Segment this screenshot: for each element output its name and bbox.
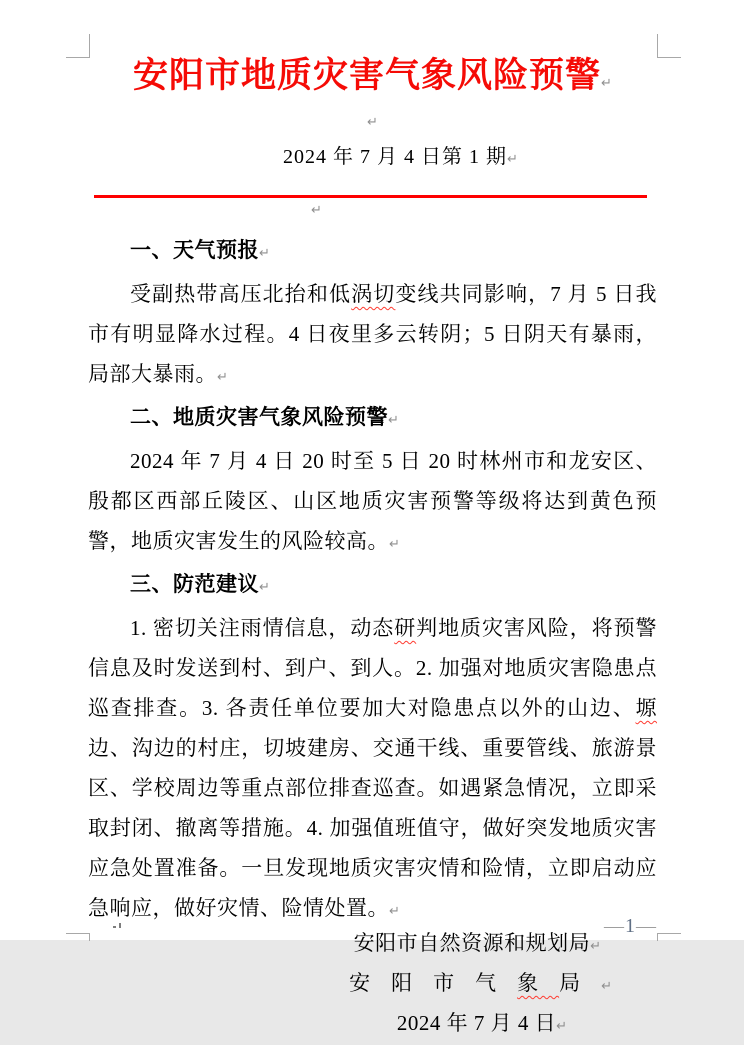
signature-org-meteorological-bureau [88, 965, 657, 1005]
issue-text: 2024 年 7 月 4 日第 1 期 [283, 146, 508, 168]
signature-date [88, 1005, 657, 1045]
section-heading-weather [88, 231, 657, 274]
paragraph-text: 边、沟边的村庄，切坡建房、交通干线、重要管线、旅游景区、学校周边等重点部位排查巡查。如遇紧急情况，立即采取封闭、撤离等措施。4. 加强值班值守，做好突发地质灾害应急处置准备。一旦发现地质灾害灾情和险情，立即启动应急响应，做好灾情、险情处置。 [88, 736, 657, 920]
page-number-dash: — [604, 915, 624, 937]
margin-crop-mark-top-left [66, 34, 90, 58]
document-title-line [88, 52, 657, 108]
heading-text: 二、地质灾害气象风险预警 [130, 406, 388, 429]
paragraph-text: 1. 密切关注雨情信息，动态 [130, 616, 395, 640]
paragraph-text: 判地质灾害风险，将预警信息及时发送到村、到户、到人。2. 加强对地质灾害隐患点巡查排查。3. 各责任单位要加大对隐患点以外的山边、 [88, 616, 658, 720]
section-heading-recommendations [88, 565, 657, 608]
document-body [88, 231, 657, 932]
document-content [88, 52, 657, 1045]
spellcheck-flagged-word: 象 [517, 971, 560, 995]
spellcheck-flagged-word: 研 [394, 616, 417, 640]
issue-line [88, 136, 657, 181]
signature-text: 安阳市自然资源和规划局 [353, 931, 591, 955]
heading-text: 一、天气预报 [130, 239, 259, 262]
paragraph-mark-icon: ↵ [217, 370, 228, 385]
empty-paragraph [88, 198, 657, 223]
page-number [604, 915, 656, 938]
paragraph-recommendations [88, 608, 657, 932]
paragraph-mark-icon: ↵ [556, 1019, 567, 1034]
signature-date-text: 2024 年 7 月 4 日 [396, 1011, 557, 1035]
paragraph-text: 2024 年 7 月 4 日 20 时至 5 日 20 时林州市和龙安区、殷都区西部丘陵区、山区地质灾害预警等级将达到黄色预警，地质灾害发生的风险较高。 [88, 449, 657, 553]
paragraph-mark-icon: ↵ [259, 580, 270, 595]
heading-text: 三、防范建议 [130, 573, 259, 596]
signature-text [349, 971, 601, 995]
page-number-dash: — [636, 915, 656, 937]
signature-text: 局 [559, 971, 602, 995]
paragraph-mark-icon: ↵ [507, 152, 518, 167]
stray-mark [113, 926, 116, 928]
paragraph-risk-warning [88, 441, 657, 565]
paragraph-mark-icon: ↵ [389, 537, 400, 552]
paragraph-weather-forecast [88, 274, 657, 398]
stray-mark [119, 923, 121, 928]
paragraph-mark-icon: ↵ [601, 979, 612, 994]
paragraph-mark-icon: ↵ [367, 115, 378, 130]
signature-block [88, 925, 657, 1045]
margin-crop-mark-bottom-left [66, 933, 90, 941]
paragraph-text: 受副热带高压北抬和低 [130, 282, 352, 306]
paragraph-mark-icon: ↵ [590, 939, 601, 954]
section-heading-risk-warning [88, 398, 657, 441]
signature-text: 安阳市气 [349, 971, 518, 995]
paragraph-mark-icon: ↵ [389, 904, 400, 919]
empty-paragraph [88, 108, 657, 136]
document-title: 安阳市地质灾害气象风险预警 [133, 56, 602, 95]
paragraph-mark-icon: ↵ [259, 246, 270, 261]
paragraph-mark-icon: ↵ [311, 203, 322, 218]
margin-crop-mark-bottom-right [657, 933, 681, 941]
paragraph-mark-icon: ↵ [601, 76, 612, 91]
spellcheck-flagged-word: 塬 [635, 696, 657, 720]
spellcheck-flagged-word: 涡切 [351, 282, 396, 306]
page-number-value: 1 [625, 915, 635, 937]
paragraph-mark-icon: ↵ [388, 413, 399, 428]
paragraph-text: 变线共同影响，7 月 5 日我市有明显降水过程。4 日夜里多云转阴；5 日阴天有暴雨，局部大暴雨。 [88, 282, 658, 386]
margin-crop-mark-top-right [657, 34, 681, 58]
